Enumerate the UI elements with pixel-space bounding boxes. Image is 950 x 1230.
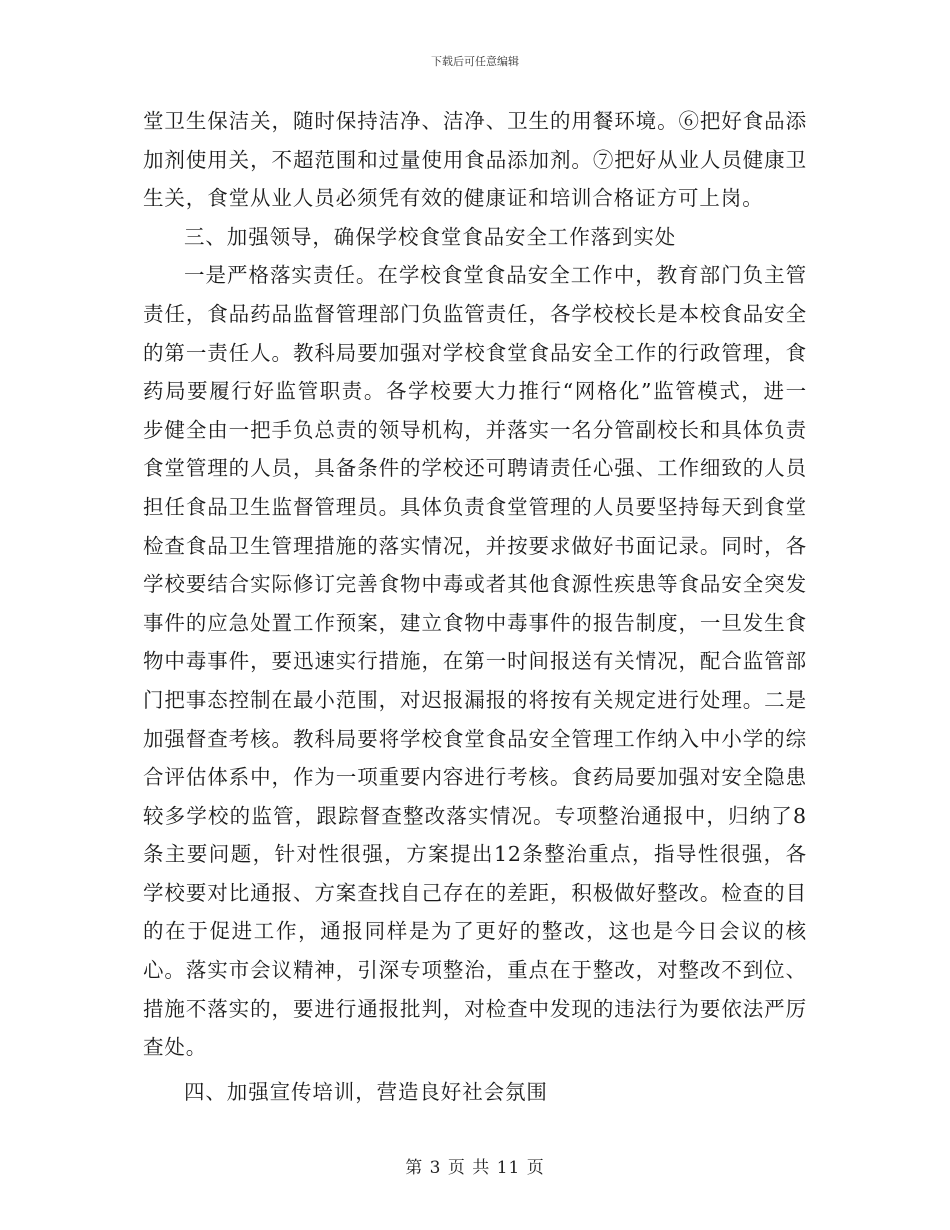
- document-body: [143, 102, 807, 1111]
- section-heading-4: 四、加强宣传培训，营造良好社会氛围: [184, 1079, 548, 1104]
- section-heading-3: 三、加强领导，确保学校食堂食品安全工作落到实处: [184, 224, 677, 249]
- page-number: 第 3 页 共 11 页: [405, 1158, 545, 1178]
- paragraph-responsibility: 一是严格落实责任。在学校食堂食品安全工作中，教育部门负主管责任，食品药品监督管理部门负监管责任，各学校校长是本校食品安全的第一责任人。教科局要加强对学校食堂食品安全工作的行政管理，食药局要履行好监管职责。各学校要大力推行“网格化”监管模式，进一步健全由一把手负总责的领导机构，并落实一名分管副校长和具体负责食堂管理的人员，具备条件的学校还可聘请责任心强、工作细致的人员担任食品卫生监督管理员。具体负责食堂管理的人员要坚持每天到食堂检查食品卫生管理措施的落实情况，并按要求做好书面记录。同时，各学校要结合实际修订完善食物中毒或者其他食源性疾患等食品安全突发事件的应急处置工作预案，建立食物中毒事件的报告制度，一旦发生食物中毒事件，要迅速实行措施，在第一时间报送有关情况，配合监管部门把事态控制在最小范围，对迟报漏报的将按有关规定进行处理。二是加强督查考核。教科局要将学校食堂食品安全管理工作纳入中小学的综合评估体系中，作为一项重要内容进行考核。食药局要加强对安全隐患较多学校的监管，跟踪督查整改落实情况。专项整治通报中，归纳了8条主要问题，针对性很强，方案提出12条整治重点，指导性很强，各学校要对比通报、方案查找自己存在的差距，积极做好整改。检查的目的在于促进工作，通报同样是为了更好的整改，这也是今日会议的核心。落实市会议精神，引深专项整治，重点在于整改，对整改不到位、措施不落实的，要进行通报批判，对检查中发现的违法行为要依法严厉查处。: [143, 263, 807, 1060]
- paragraph-continuation: 堂卫生保洁关，随时保持洁净、洁净、卫生的用餐环境。⑥把好食品添加剂使用关，不超范围和过量使用食品添加剂。⑦把好从业人员健康卫生关，食堂从业人员必须凭有效的健康证和培训合格证方可上岗。: [143, 109, 807, 211]
- page-header: 下载后可任意编辑: [431, 55, 519, 68]
